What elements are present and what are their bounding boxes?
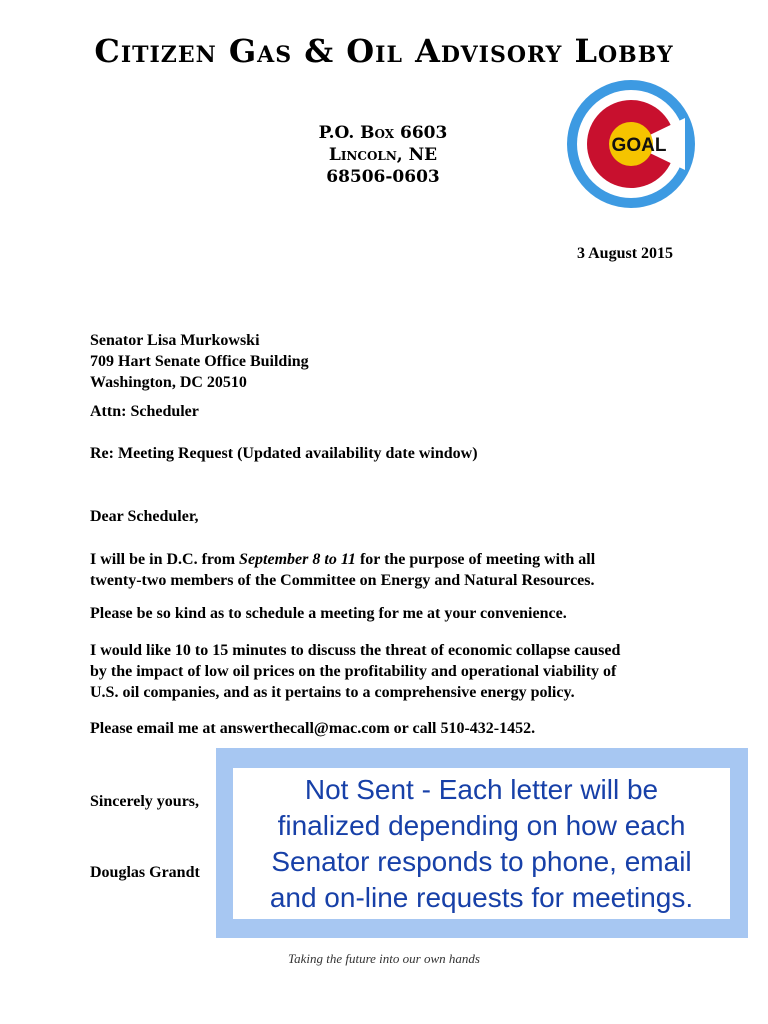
recipient-address (90, 330, 309, 393)
p1-line-2: twenty-two members of the Committee on Energy and Natural Resources. (90, 572, 595, 589)
p1-dates: September 8 to 11 (239, 551, 356, 568)
p3-line-3: U.S. oil companies, and as it pertains to a comprehensive energy policy. (90, 684, 575, 701)
body-paragraph-2: Please be so kind as to schedule a meeting for me at your convenience. (90, 605, 567, 622)
subject-line: Re: Meeting Request (Updated availability date window) (90, 445, 478, 462)
closing: Sincerely yours, (90, 793, 200, 810)
notice-line-3: Senator responds to phone, email (271, 845, 692, 877)
body-paragraph-3 (90, 640, 700, 703)
address-line-po-box: P.O. Box 6603 (318, 123, 448, 143)
letter-date: 3 August 2015 (577, 245, 674, 262)
body-paragraph-4: Please email me at answerthecall@mac.com or call 510-432-1452. (90, 720, 536, 737)
p1-prefix: I will be in D.C. from (90, 551, 240, 568)
logo-text: GOAL (611, 135, 667, 156)
recipient-street: 709 Hart Senate Office Building (90, 353, 309, 370)
p1-suffix: for the purpose of meeting with all (355, 551, 596, 568)
address-line-zip: 68506-0603 (326, 167, 440, 187)
address-line-city: Lincoln, NE (328, 145, 438, 165)
recipient-city: Washington, DC 20510 (90, 374, 247, 391)
notice-box (233, 768, 730, 919)
recipient-name: Senator Lisa Murkowski (90, 332, 260, 349)
attn-line: Attn: Scheduler (90, 403, 199, 420)
letterhead-address (283, 122, 483, 188)
organization-name: Citizen Gas & Oil Advisory Lobby (94, 32, 674, 70)
goal-logo (567, 80, 695, 208)
notice-line-1: Not Sent - Each letter will be (304, 773, 659, 805)
signature-name: Douglas Grandt (90, 864, 200, 881)
notice-line-4: and on-line requests for meetings. (269, 881, 694, 913)
not-sent-notice (216, 748, 748, 938)
notice-line-2: finalized depending on how each (277, 809, 686, 841)
tagline: Taking the future into our own hands (288, 951, 480, 966)
body-paragraph-1 (90, 549, 700, 591)
p3-line-1: I would like 10 to 15 minutes to discuss the threat of economic collapse caused (90, 642, 621, 659)
salutation: Dear Scheduler, (90, 508, 199, 525)
p3-line-2: by the impact of low oil prices on the profitability and operational viability of (90, 663, 617, 680)
